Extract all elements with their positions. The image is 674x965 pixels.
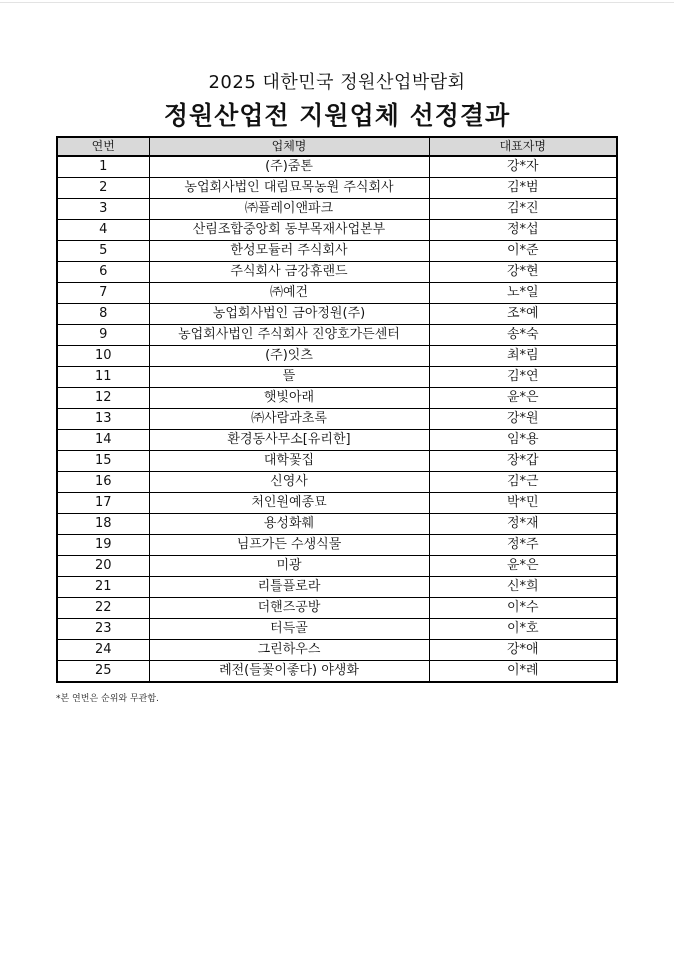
table-row xyxy=(57,661,617,683)
footnote: *본 연번은 순위와 무관함. xyxy=(56,694,159,704)
result-table xyxy=(56,136,618,683)
cell-number: 19 xyxy=(57,535,149,556)
cell-representative: 김*연 xyxy=(429,367,617,388)
cell-representative: 정*섭 xyxy=(429,220,617,241)
cell-number: 9 xyxy=(57,325,149,346)
cell-representative: 이*호 xyxy=(429,619,617,640)
cell-number: 4 xyxy=(57,220,149,241)
cell-company: 리틀플로라 xyxy=(149,577,429,598)
table-row xyxy=(57,556,617,577)
table-row xyxy=(57,619,617,640)
top-divider xyxy=(0,2,674,3)
cell-number: 7 xyxy=(57,283,149,304)
cell-number: 11 xyxy=(57,367,149,388)
cell-company: 처인원예종묘 xyxy=(149,493,429,514)
cell-representative: 윤*은 xyxy=(429,388,617,409)
table-row xyxy=(57,346,617,367)
cell-company: 환경동사무소[유리한] xyxy=(149,430,429,451)
table-row xyxy=(57,493,617,514)
result-table-container xyxy=(56,136,616,683)
table-row xyxy=(57,514,617,535)
cell-number: 13 xyxy=(57,409,149,430)
cell-representative: 임*용 xyxy=(429,430,617,451)
cell-company: 더핸즈공방 xyxy=(149,598,429,619)
cell-number: 6 xyxy=(57,262,149,283)
cell-number: 15 xyxy=(57,451,149,472)
cell-company: ㈜플레이앤파크 xyxy=(149,199,429,220)
cell-company: 례전(들꽃이좋다) 야생화 xyxy=(149,661,429,683)
table-row xyxy=(57,241,617,262)
table-row xyxy=(57,262,617,283)
cell-number: 1 xyxy=(57,156,149,178)
table-row xyxy=(57,367,617,388)
cell-number: 21 xyxy=(57,577,149,598)
cell-number: 12 xyxy=(57,388,149,409)
cell-representative: 김*근 xyxy=(429,472,617,493)
table-row xyxy=(57,640,617,661)
cell-company: ㈜사람과초록 xyxy=(149,409,429,430)
header-number: 연번 xyxy=(57,137,149,156)
table-row xyxy=(57,430,617,451)
cell-representative: 강*자 xyxy=(429,156,617,178)
table-body xyxy=(57,156,617,682)
table-row xyxy=(57,388,617,409)
cell-number: 23 xyxy=(57,619,149,640)
table-row xyxy=(57,220,617,241)
document-title: 정원산업전 지원업체 선정결과 xyxy=(163,101,511,130)
cell-representative: 강*애 xyxy=(429,640,617,661)
table-row xyxy=(57,451,617,472)
cell-company: ㈜예건 xyxy=(149,283,429,304)
cell-number: 17 xyxy=(57,493,149,514)
cell-company: 농업회사법인 주식회사 진양호가든센터 xyxy=(149,325,429,346)
cell-representative: 조*예 xyxy=(429,304,617,325)
cell-representative: 송*숙 xyxy=(429,325,617,346)
cell-representative: 최*림 xyxy=(429,346,617,367)
cell-company: 님프가든 수생식물 xyxy=(149,535,429,556)
cell-company: 신영사 xyxy=(149,472,429,493)
cell-company: 농업회사법인 대림묘목농원 주식회사 xyxy=(149,178,429,199)
cell-number: 5 xyxy=(57,241,149,262)
cell-representative: 신*희 xyxy=(429,577,617,598)
table-row xyxy=(57,304,617,325)
cell-number: 22 xyxy=(57,598,149,619)
cell-representative: 노*일 xyxy=(429,283,617,304)
cell-representative: 김*범 xyxy=(429,178,617,199)
cell-company: 산림조합중앙회 동부목재사업본부 xyxy=(149,220,429,241)
cell-representative: 김*진 xyxy=(429,199,617,220)
cell-representative: 정*재 xyxy=(429,514,617,535)
cell-representative: 이*수 xyxy=(429,598,617,619)
header-company: 업체명 xyxy=(149,137,429,156)
cell-representative: 이*례 xyxy=(429,661,617,683)
cell-number: 10 xyxy=(57,346,149,367)
cell-representative: 강*현 xyxy=(429,262,617,283)
table-row xyxy=(57,283,617,304)
cell-company: 미광 xyxy=(149,556,429,577)
table-row xyxy=(57,472,617,493)
cell-company: 한성모듈러 주식회사 xyxy=(149,241,429,262)
cell-representative: 박*민 xyxy=(429,493,617,514)
cell-number: 3 xyxy=(57,199,149,220)
table-header-row xyxy=(57,137,617,156)
table-row xyxy=(57,156,617,178)
header-representative: 대표자명 xyxy=(429,137,617,156)
document-subtitle: 2025 대한민국 정원산업박람회 xyxy=(208,72,466,93)
table-row xyxy=(57,598,617,619)
cell-company: 그린하우스 xyxy=(149,640,429,661)
cell-representative: 강*원 xyxy=(429,409,617,430)
cell-company: (주)잇츠 xyxy=(149,346,429,367)
cell-number: 25 xyxy=(57,661,149,683)
cell-company: 햇빛아래 xyxy=(149,388,429,409)
cell-number: 16 xyxy=(57,472,149,493)
table-row xyxy=(57,178,617,199)
cell-representative: 정*주 xyxy=(429,535,617,556)
table-row xyxy=(57,325,617,346)
cell-number: 24 xyxy=(57,640,149,661)
cell-company: 농업회사법인 금아정원(주) xyxy=(149,304,429,325)
cell-company: (주)줌톤 xyxy=(149,156,429,178)
cell-number: 8 xyxy=(57,304,149,325)
table-row xyxy=(57,409,617,430)
cell-number: 18 xyxy=(57,514,149,535)
cell-number: 14 xyxy=(57,430,149,451)
cell-company: 터득골 xyxy=(149,619,429,640)
table-row xyxy=(57,199,617,220)
cell-company: 대학꽃집 xyxy=(149,451,429,472)
cell-representative: 이*준 xyxy=(429,241,617,262)
cell-number: 2 xyxy=(57,178,149,199)
cell-company: 뜰 xyxy=(149,367,429,388)
table-row xyxy=(57,535,617,556)
cell-company: 용성화훼 xyxy=(149,514,429,535)
cell-number: 20 xyxy=(57,556,149,577)
cell-company: 주식회사 금강휴랜드 xyxy=(149,262,429,283)
cell-representative: 장*갑 xyxy=(429,451,617,472)
table-row xyxy=(57,577,617,598)
cell-representative: 윤*은 xyxy=(429,556,617,577)
